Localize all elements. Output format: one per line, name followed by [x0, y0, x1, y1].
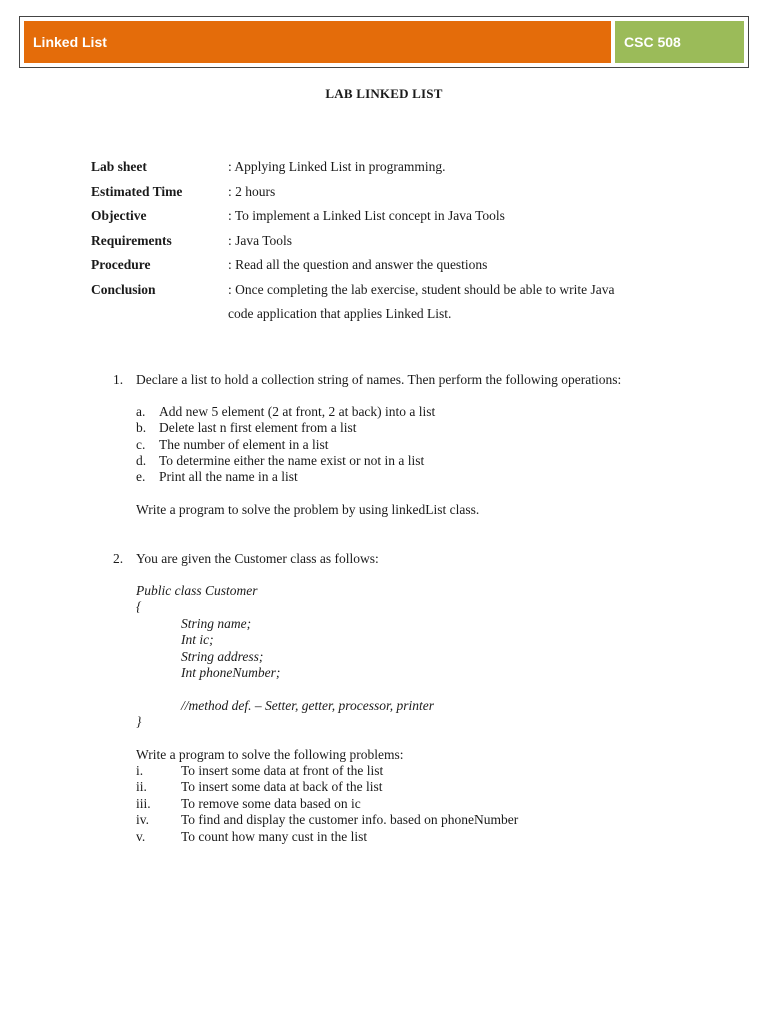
code-class-declaration: Public class Customer	[136, 583, 258, 598]
header-title-bar	[24, 21, 611, 63]
info-value: : Read all the question and answer the questions	[228, 257, 488, 272]
list-marker: b.	[136, 420, 147, 435]
info-label: Procedure	[91, 257, 151, 272]
code-open-brace: {	[136, 599, 142, 614]
question-2-intro: Write a program to solve the following problems:	[136, 747, 404, 762]
info-value: : To implement a Linked List concept in Java Tools	[228, 208, 505, 223]
header-course-code-bar	[615, 21, 744, 63]
list-marker: iv.	[136, 812, 149, 827]
list-marker: ii.	[136, 779, 147, 794]
info-label: Objective	[91, 208, 147, 223]
question-2-text: You are given the Customer class as follows:	[136, 551, 379, 566]
question-number: 2.	[113, 551, 124, 566]
list-item: Print all the name in a list	[159, 469, 298, 484]
list-item: To insert some data at front of the list	[181, 763, 384, 778]
list-item: Delete last n first element from a list	[159, 420, 357, 435]
info-label: Estimated Time	[91, 184, 183, 199]
page-title: LAB LINKED LIST	[325, 86, 443, 101]
question-1-text: Declare a list to hold a collection string of names. Then perform the following operations:	[136, 372, 622, 387]
list-marker: iii.	[136, 796, 151, 811]
list-marker: e.	[136, 469, 146, 484]
code-comment: //method def. – Setter, getter, processor, printer	[181, 698, 434, 713]
question-number: 1.	[113, 372, 124, 387]
header-title: Linked List	[33, 34, 107, 50]
info-value: : Java Tools	[228, 233, 293, 248]
list-item: To remove some data based on ic	[181, 796, 361, 811]
code-field: String address;	[181, 649, 264, 664]
course-code: CSC 508	[624, 34, 681, 50]
info-value: : 2 hours	[228, 184, 276, 199]
info-value: : Once completing the lab exercise, student should be able to write Java	[228, 282, 615, 297]
info-label: Conclusion	[91, 282, 156, 297]
list-item: To insert some data at back of the list	[181, 779, 383, 794]
info-value-continued: code application that applies Linked List.	[228, 306, 452, 321]
list-item: To find and display the customer info. based on phoneNumber	[181, 812, 519, 827]
list-marker: a.	[136, 404, 146, 419]
list-item: Add new 5 element (2 at front, 2 at back) into a list	[159, 404, 436, 419]
code-field: Int ic;	[181, 632, 214, 647]
list-item: To determine either the name exist or not in a list	[159, 453, 425, 468]
code-close-brace: }	[136, 714, 142, 729]
list-item: The number of element in a list	[159, 437, 329, 452]
list-marker: c.	[136, 437, 146, 452]
list-marker: v.	[136, 829, 146, 844]
list-marker: i.	[136, 763, 144, 778]
info-value: : Applying Linked List in programming.	[228, 159, 446, 174]
question-1-footer: Write a program to solve the problem by using linkedList class.	[136, 502, 480, 517]
list-item: To count how many cust in the list	[181, 829, 368, 844]
code-field: String name;	[181, 616, 252, 631]
code-field: Int phoneNumber;	[181, 665, 281, 680]
document-header	[19, 16, 749, 68]
info-label: Requirements	[91, 233, 172, 248]
list-marker: d.	[136, 453, 147, 468]
info-label: Lab sheet	[91, 159, 147, 174]
